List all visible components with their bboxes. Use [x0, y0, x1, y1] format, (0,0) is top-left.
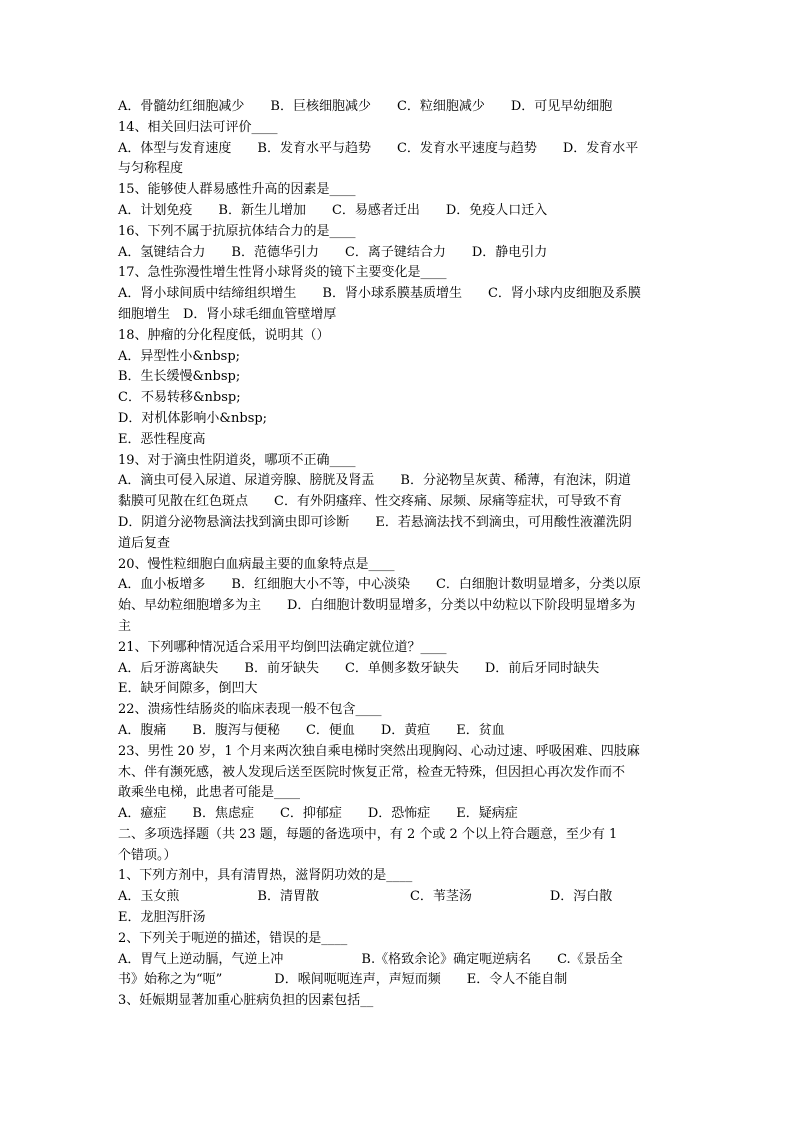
text-line: A．癔症 B．焦虑症 C．抑郁症 D．恐怖症 E．疑病症: [118, 806, 518, 822]
document-page: [118, 97, 678, 1012]
text-line: 19、对于滴虫性阴道炎，哪项不正确____: [118, 452, 356, 468]
text-line: A．肾小球间质中结缔组织增生 B．肾小球系膜基质增生 C．肾小球内皮细胞及系膜: [118, 286, 641, 302]
text-line: 与匀称程度: [118, 161, 184, 177]
text-line: A．血小板增多 B．红细胞大小不等，中心淡染 C．白细胞计数明显增多，分类以原: [118, 577, 641, 593]
text-line: 木、伴有濒死感，被人发现后送至医院时恢复正常，检查无特殊，但因担心再次发作而不: [118, 764, 626, 780]
text-line: 15、能够使人群易感性升高的因素是____: [118, 182, 356, 198]
text-line: A．后牙游离缺失 B．前牙缺失 C．单侧多数牙缺失 D．前后牙同时缺失: [118, 660, 600, 676]
text-line: A．玉女煎 B．清胃散 C．苇茎汤 D．泻白散: [118, 889, 613, 905]
text-line: 主: [118, 618, 132, 634]
text-line: 17、急性弥漫性增生性肾小球肾炎的镜下主要变化是____: [118, 265, 447, 281]
text-line: A．计划免疫 B．新生儿增加 C．易感者迁出 D．免疫人口迁入: [118, 202, 548, 218]
text-line: 黏膜可见散在红色斑点 C．有外阴瘙痒、性交疼痛、尿频、尿痛等症状，可导致不育: [118, 494, 622, 510]
text-line: A．体型与发育速度 B．发育水平与趋势 C．发育水平速度与趋势 D．发育水平: [118, 140, 639, 156]
text-line: 二、多项选择题（共 23 题，每题的备选项中，有 2 个或 2 个以上符合题意，至少有 1: [118, 826, 618, 842]
text-line: E．龙胆泻肝汤: [118, 910, 206, 926]
text-line: 细胞增生 D．肾小球毛细血管壁增厚: [118, 306, 337, 322]
text-line: D．对机体影响小&nbsp;: [118, 410, 268, 426]
text-line: A．滴虫可侵入尿道、尿道旁腺、膀胱及肾盂 B．分泌物呈灰黄、稀薄，有泡沫，阴道: [118, 473, 631, 489]
text-line: E．恶性程度高: [118, 431, 206, 447]
text-line: 书》始称之为“呃” D．喉间呃呃连声，声短而频 E．令人不能自制: [118, 972, 568, 988]
text-line: A．胃气上逆动膈，气逆上冲 B.《格致余论》确定呃逆病名 C.《景岳全: [118, 951, 623, 967]
text-line: 20、慢性粒细胞白血病最主要的血象特点是____: [118, 556, 395, 572]
text-line: 敢乘坐电梯，此患者可能是____: [118, 785, 301, 801]
text-line: 3、妊娠期显著加重心脏病负担的因素包括__: [118, 993, 374, 1009]
text-line: A．氢键结合力 B．范德华引力 C．离子键结合力 D．静电引力: [118, 244, 548, 260]
text-line: 个错项。）: [118, 847, 177, 863]
text-line: 21、下列哪种情况适合采用平均倒凹法确定就位道？____: [118, 639, 447, 655]
text-line: 16、下列不属于抗原抗体结合力的是____: [118, 223, 356, 239]
text-line: C．不易转移&nbsp;: [118, 390, 241, 406]
text-line: D．阴道分泌物悬滴法找到滴虫即可诊断 E．若悬滴法找不到滴虫，可用酸性液灌洗阴: [118, 514, 632, 530]
text-line: A．腹痛 B．腹泻与便秘 C．便血 D．黄疸 E．贫血: [118, 722, 505, 738]
text-line: 2、下列关于呃逆的描述，错误的是____: [118, 930, 348, 946]
text-line: 14、相关回归法可评价____: [118, 119, 278, 135]
text-line: 道后复查: [118, 535, 171, 551]
text-line: 23、男性 20 岁，1 个月来两次独自乘电梯时突然出现胸闷、心动过速、呼吸困难、四肢麻: [118, 743, 640, 759]
text-line: B．生长缓慢&nbsp;: [118, 369, 241, 385]
text-line: 22、溃疡性结肠炎的临床表现一般不包含____: [118, 702, 382, 718]
text-line: 1、下列方剂中，具有清胃热，滋肾阴功效的是____: [118, 868, 413, 884]
text-line: A．异型性小&nbsp;: [118, 348, 241, 364]
text-line: A．骨髓幼红细胞减少 B．巨核细胞减少 C．粒细胞减少 D．可见早幼细胞: [118, 99, 613, 114]
text-line: 始、早幼粒细胞增多为主 D．白细胞计数明显增多，分类以中幼粒以下阶段明显增多为: [118, 598, 636, 614]
text-line: 18、肿瘤的分化程度低，说明其（）: [118, 327, 330, 343]
text-line: E．缺牙间隙多，倒凹大: [118, 681, 258, 697]
